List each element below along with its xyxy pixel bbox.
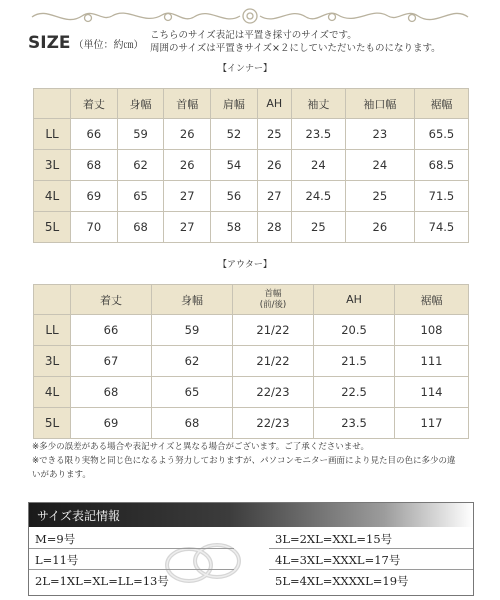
size-heading xyxy=(28,33,144,53)
table-cell: 26 xyxy=(164,150,211,181)
outer-header-cell: AH xyxy=(314,285,395,315)
table-cell: 24 xyxy=(345,150,414,181)
table-cell: 54 xyxy=(211,150,258,181)
table-cell: 68 xyxy=(71,150,118,181)
conversion-item: 5L=4XL=XXXXL=19号 xyxy=(275,574,409,588)
table-row xyxy=(34,315,469,346)
table-cell: 23.5 xyxy=(291,119,345,150)
table-corner xyxy=(34,285,71,315)
row-size-label: 4L xyxy=(34,377,71,408)
table-cell: 68.5 xyxy=(414,150,468,181)
size-unit: （単位：約㎝） xyxy=(73,40,144,51)
table-cell: 22.5 xyxy=(314,377,395,408)
table-cell: 24.5 xyxy=(291,181,345,212)
disclaimer-line: いがあります。 xyxy=(32,470,91,480)
conversion-item: 3L=2XL=XXL=15号 xyxy=(269,530,473,549)
table-row xyxy=(34,119,469,150)
table-cell: 67 xyxy=(71,346,152,377)
table-cell: 58 xyxy=(211,212,258,243)
table-cell: 20.5 xyxy=(314,315,395,346)
table-cell: 111 xyxy=(395,346,469,377)
table-cell: 65 xyxy=(117,181,164,212)
table-row xyxy=(34,346,469,377)
conversion-item: L=11号 xyxy=(29,551,234,570)
table-row xyxy=(34,181,469,212)
outer-header-row xyxy=(34,285,469,315)
table-cell: 66 xyxy=(71,315,152,346)
table-cell: 26 xyxy=(257,150,291,181)
table-cell: 68 xyxy=(71,377,152,408)
table-cell: 22/23 xyxy=(233,377,314,408)
outer-size-table xyxy=(33,284,469,439)
inner-header-cell: 肩幅 xyxy=(211,89,258,119)
conversion-title: サイズ表記情報 xyxy=(37,509,121,523)
inner-header-cell: 袖口幅 xyxy=(345,89,414,119)
row-size-label: LL xyxy=(34,119,71,150)
disclaimer-line: ※できる限り実物と同じ色になるよう努力しておりますが、パソコンモニター画面により見た目の色に多少の違 xyxy=(32,456,456,466)
conversion-item: 4L=3XL=XXXL=17号 xyxy=(269,551,473,570)
table-cell: 23 xyxy=(345,119,414,150)
inner-header-cell: AH xyxy=(257,89,291,119)
table-cell: 62 xyxy=(117,150,164,181)
table-cell: 65 xyxy=(152,377,233,408)
table-row xyxy=(34,150,469,181)
conversion-item: M=9号 xyxy=(29,530,234,549)
table-cell: 21/22 xyxy=(233,346,314,377)
table-cell: 25 xyxy=(291,212,345,243)
table-cell: 59 xyxy=(152,315,233,346)
table-cell: 69 xyxy=(71,181,118,212)
table-cell: 114 xyxy=(395,377,469,408)
inner-header-cell: 身幅 xyxy=(117,89,164,119)
table-cell: 74.5 xyxy=(414,212,468,243)
row-size-label: LL xyxy=(34,315,71,346)
outer-header-cell: 身幅 xyxy=(152,285,233,315)
table-cell: 25 xyxy=(257,119,291,150)
table-cell: 70 xyxy=(71,212,118,243)
table-cell: 117 xyxy=(395,408,469,439)
row-size-label: 4L xyxy=(34,181,71,212)
table-cell: 69 xyxy=(71,408,152,439)
outer-header-cell: 着丈 xyxy=(71,285,152,315)
inner-header-cell: 袖丈 xyxy=(291,89,345,119)
table-row xyxy=(34,212,469,243)
size-title-text: SIZE xyxy=(28,33,71,53)
disclaimer-notes xyxy=(32,440,477,482)
conversion-header xyxy=(29,503,473,527)
table-cell: 71.5 xyxy=(414,181,468,212)
inner-header-cell: 裾幅 xyxy=(414,89,468,119)
table-cell: 23.5 xyxy=(314,408,395,439)
size-note-line: 周囲のサイズは平置きサイズ×２にしていただいたものになります。 xyxy=(150,43,441,54)
table-cell: 68 xyxy=(117,212,164,243)
table-cell: 65.5 xyxy=(414,119,468,150)
table-cell: 56 xyxy=(211,181,258,212)
size-conversion-box xyxy=(28,502,474,596)
inner-header-cell: 着丈 xyxy=(71,89,118,119)
inner-section-label: 【インナー】 xyxy=(218,64,273,74)
table-cell: 66 xyxy=(71,119,118,150)
ornament-divider xyxy=(28,6,472,28)
table-cell: 52 xyxy=(211,119,258,150)
table-cell: 24 xyxy=(291,150,345,181)
table-cell: 59 xyxy=(117,119,164,150)
neck-width-sub: (前/後) xyxy=(259,299,287,310)
table-cell: 21.5 xyxy=(314,346,395,377)
table-cell: 26 xyxy=(345,212,414,243)
conversion-item: 2L=1XL=XL=LL=13号 xyxy=(35,574,169,588)
outer-header-cell xyxy=(233,285,314,315)
table-cell: 108 xyxy=(395,315,469,346)
table-cell: 26 xyxy=(164,119,211,150)
table-cell: 22/23 xyxy=(233,408,314,439)
neck-width-label: 首幅 xyxy=(264,288,282,299)
table-cell: 27 xyxy=(164,212,211,243)
row-size-label: 3L xyxy=(34,150,71,181)
outer-header-cell: 裾幅 xyxy=(395,285,469,315)
row-size-label: 5L xyxy=(34,212,71,243)
size-notes xyxy=(150,29,441,55)
inner-header-row xyxy=(34,89,469,119)
table-cell: 27 xyxy=(164,181,211,212)
table-cell: 28 xyxy=(257,212,291,243)
size-note-line: こちらのサイズ表記は平置き採寸のサイズです。 xyxy=(150,30,357,41)
inner-size-table xyxy=(33,88,469,243)
row-size-label: 5L xyxy=(34,408,71,439)
table-cell: 21/22 xyxy=(233,315,314,346)
table-row xyxy=(34,377,469,408)
table-cell: 25 xyxy=(345,181,414,212)
inner-header-cell: 首幅 xyxy=(164,89,211,119)
table-cell: 27 xyxy=(257,181,291,212)
table-cell: 62 xyxy=(152,346,233,377)
table-cell: 68 xyxy=(152,408,233,439)
disclaimer-line: ※多少の誤差がある場合や表記サイズと異なる場合がございます。ご了承くださいませ。 xyxy=(32,442,370,452)
outer-section-label: 【アウター】 xyxy=(218,260,272,270)
table-row xyxy=(34,408,469,439)
row-size-label: 3L xyxy=(34,346,71,377)
table-corner xyxy=(34,89,71,119)
